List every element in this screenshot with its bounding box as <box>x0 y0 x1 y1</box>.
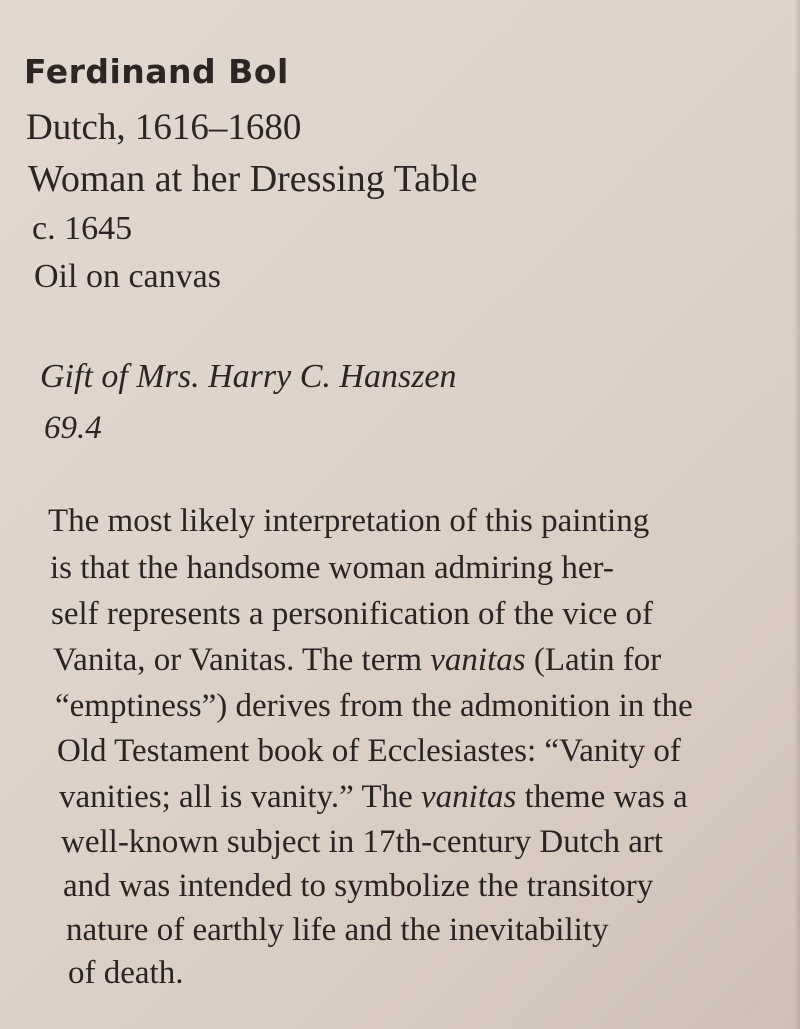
artwork-title: Woman at her Dressing Table <box>28 158 478 200</box>
description-text-run: Vanita, or Vanitas. The term <box>53 642 431 678</box>
description-line: Old Testament book of Ecclesiastes: “Vanity of <box>57 733 681 769</box>
description-text-run: (Latin for <box>525 642 662 678</box>
description-line: is that the handsome woman admiring her- <box>50 550 614 586</box>
wall-shadow-edge <box>794 0 800 1029</box>
description-line: and was intended to symbolize the transitory <box>63 868 654 904</box>
description-line: The most likely interpretation of this painting <box>48 503 650 539</box>
description-line: self represents a personification of the vice of <box>51 596 654 632</box>
description-text-run: theme was a <box>516 779 688 815</box>
description-line: “emptiness”) derives from the admonition in the <box>55 688 693 724</box>
credit-line: Gift of Mrs. Harry C. Hanszen <box>40 358 457 395</box>
artist-nationality-dates: Dutch, 1616–1680 <box>26 107 302 148</box>
description-line: of death. <box>68 955 184 991</box>
description-line: nature of earthly life and the inevitability <box>66 912 609 948</box>
description-line: well-known subject in 17th-century Dutch art <box>61 824 664 860</box>
artist-name: Ferdinand Bol <box>24 52 289 91</box>
italic-term-vanitas: vanitas <box>430 642 526 678</box>
description-text-run: vanities; all is vanity.” The <box>59 779 422 815</box>
artwork-medium: Oil on canvas <box>34 258 221 295</box>
accession-number: 69.4 <box>44 410 102 446</box>
italic-term-vanitas: vanitas <box>421 779 517 815</box>
description-line <box>53 642 661 679</box>
description-line <box>59 779 688 816</box>
artwork-date: c. 1645 <box>32 210 133 247</box>
